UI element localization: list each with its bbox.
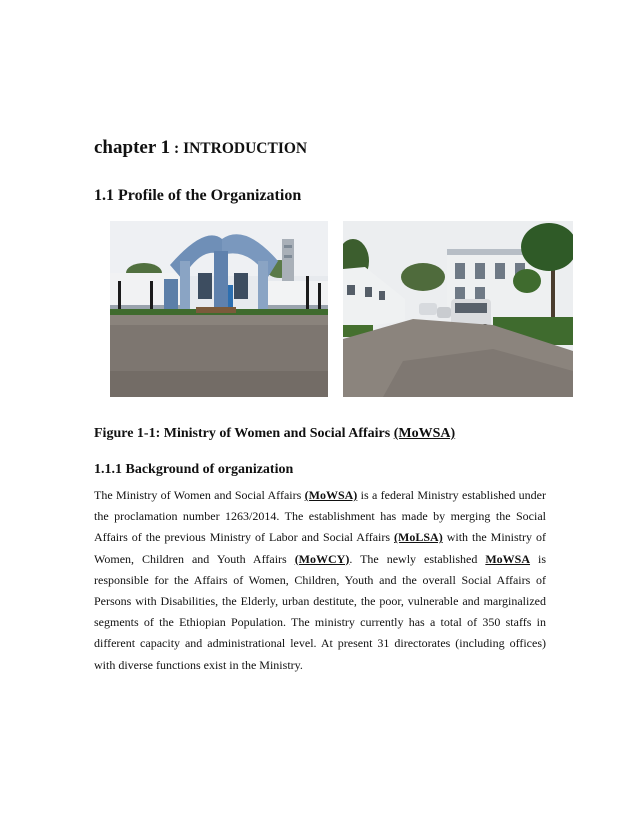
abbr-mowsa-2: MoWSA [485,551,531,566]
ministry-compound-photo [343,221,573,397]
figure-caption-abbr: (MoWSA) [393,426,456,441]
figure-caption [94,427,455,441]
paragraph-segment: . The newly established [349,551,486,566]
ministry-gate-photo [110,221,328,397]
abbr-mowcy: (MoWCY) [294,551,350,566]
chapter-title [94,126,307,158]
subsection-title: 1.1.1 Background of organization [94,462,294,477]
chapter-rest: : INTRODUCTION [170,140,308,157]
paragraph-segment: is responsible for the Affairs of Women, Children, Youth and the overall Social Affairs of Persons with Disabilities, the Elderly, urban destitute, the poor, vulnerable and marginalized segments of the Ethiopian Population. The ministry currently has a total of 350 staffs in different capacity and administrational level. At present 31 directorates (including offices) with diverse functions exist in the Ministry. [94,551,546,672]
paragraph-segment: with the Ministry of Women, Children and Youth Affairs [94,530,546,566]
paragraph-segment: The Ministry of Women and Social Affairs [94,488,305,502]
figure-caption-text: Figure 1-1: Ministry of Women and Social Affairs [94,426,394,441]
abbr-mowsa: (MoWSA) [304,488,358,502]
paragraph-segment: is a federal Ministry established under the proclamation number 1263/2014. The establishment has made by merging the Social Affairs of the previous Ministry of Labor and Social Affairs [94,488,546,545]
section-title: 1.1 Profile of the Organization [94,187,302,204]
abbr-molsa: (MoLSA) [394,530,443,545]
background-paragraph [94,485,546,676]
chapter-word: chapter 1 [94,137,171,158]
